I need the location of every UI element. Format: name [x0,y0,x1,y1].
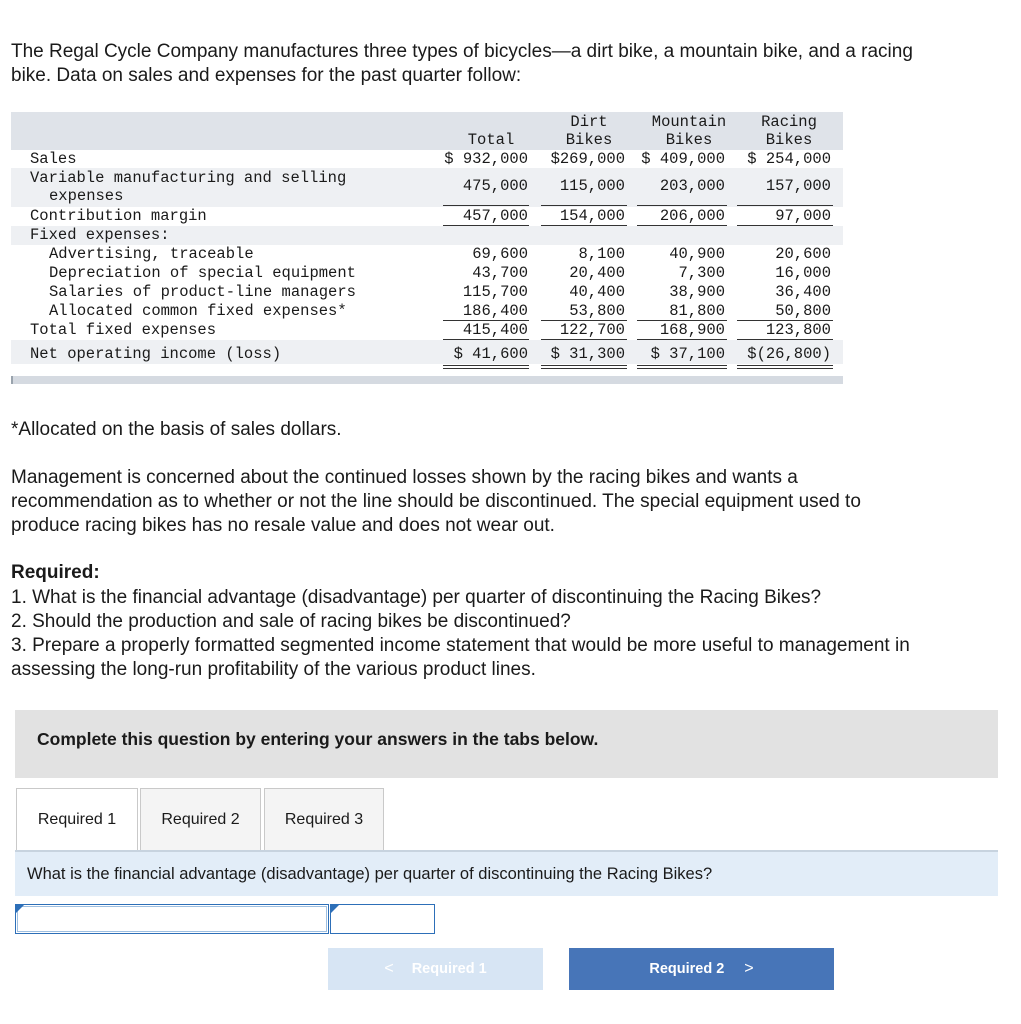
cell-salaries-mountain: 38,900 [669,283,725,301]
double-underline [637,368,727,369]
cell-allocated-mountain: 81,800 [669,302,725,320]
underline [443,339,529,340]
cell-depreciation-mountain: 7,300 [678,264,725,282]
row-label-allocated: Allocated common fixed expenses* [49,302,347,320]
header-mountain-2: Bikes [665,131,713,149]
underline [637,339,727,340]
footnote: *Allocated on the basis of sales dollars. [11,419,342,440]
prev-button[interactable] [328,948,543,990]
cell-net-racing: $(26,800) [747,345,831,363]
underline [541,205,627,206]
answer-label-select[interactable] [15,904,329,934]
cell-allocated-total: 186,400 [462,302,528,320]
cell-sales-total: $ 932,000 [444,150,528,168]
answer-amount-input[interactable] [330,904,435,934]
underline [541,225,627,226]
tab-required-3[interactable]: Required 3 [264,788,384,850]
double-underline [443,365,529,366]
cell-contribution-dirt: 154,000 [559,207,625,225]
header-mountain-1: Mountain [651,113,727,131]
table-scrollbar[interactable] [11,376,843,384]
cell-sales-mountain: $ 409,000 [641,150,725,168]
chevron-right-icon: > [744,960,754,977]
underline [637,205,727,206]
header-dirt-1: Dirt [570,113,608,131]
dropdown-corner-icon [331,905,339,913]
cell-variable-racing: 157,000 [765,177,831,195]
next-button[interactable] [569,948,834,990]
underline [443,205,529,206]
row-label-variable-cont: expenses [49,187,124,205]
tab-required-1[interactable]: Required 1 [16,788,138,850]
cell-contribution-mountain: 206,000 [659,207,725,225]
row-label-net-income: Net operating income (loss) [30,345,282,363]
instructions-text: Complete this question by entering your answers in the tabs below. [37,729,599,749]
header-racing-1: Racing [761,113,817,131]
cell-allocated-dirt: 53,800 [569,302,625,320]
cell-net-total: $ 41,600 [453,345,528,363]
cell-sales-dirt: $269,000 [550,150,625,168]
underline [737,225,833,226]
row-label-depreciation: Depreciation of special equipment [49,264,356,282]
cell-net-mountain: $ 37,100 [650,345,725,363]
question-bar [15,850,998,896]
row-label-contribution: Contribution margin [30,207,207,225]
double-underline [637,365,727,366]
double-underline [737,368,833,369]
prev-button-label: Required 1 [411,961,487,977]
required-list [11,586,1001,682]
cell-variable-dirt: 115,000 [559,177,625,195]
cell-sales-racing: $ 254,000 [747,150,831,168]
cell-salaries-total: 115,700 [462,283,528,301]
cell-advertising-dirt: 8,100 [578,245,625,263]
double-underline [443,368,529,369]
cell-contribution-racing: 97,000 [775,207,831,225]
cell-depreciation-total: 43,700 [472,264,528,282]
required-title: Required: [11,562,100,583]
intro-text [11,40,1001,88]
next-button-label: Required 2 [649,961,725,977]
cell-contribution-total: 457,000 [462,207,528,225]
cell-net-dirt: $ 31,300 [550,345,625,363]
question-text: What is the financial advantage (disadvantage) per quarter of discontinuing the Racing Bikes? [27,865,713,883]
cell-totalfixed-racing: 123,800 [765,321,831,339]
row-label-variable: Variable manufacturing and selling [30,169,347,187]
management-text [11,466,1001,538]
underline [637,225,727,226]
cell-allocated-racing: 50,800 [775,302,831,320]
sales-expenses-table [11,112,843,384]
cell-depreciation-dirt: 20,400 [569,264,625,282]
instructions-banner [15,710,998,778]
intro-line-1: The Regal Cycle Company manufactures three types of bicycles—a dirt bike, a mountain bike, and a racing [11,41,913,62]
row-label-total-fixed: Total fixed expenses [30,321,217,339]
header-total: Total [467,131,515,149]
cell-totalfixed-total: 415,400 [462,321,528,339]
management-line-2: recommendation as to whether or not the line should be discontinued. The special equipment used to [11,491,861,512]
required-item-2: 2. Should the production and sale of racing bikes be discontinued? [11,611,571,632]
double-underline [541,365,627,366]
row-label-fixed-expenses: Fixed expenses: [30,226,170,244]
underline [541,339,627,340]
required-item-3-cont: assessing the long-run profitability of the various product lines. [11,659,536,680]
required-item-3: 3. Prepare a properly formatted segmented income statement that would be more useful to management in [11,635,910,656]
cell-salaries-dirt: 40,400 [569,283,625,301]
management-line-1: Management is concerned about the continued losses shown by the racing bikes and wants a [11,467,798,488]
cell-totalfixed-mountain: 168,900 [659,321,725,339]
cell-totalfixed-dirt: 122,700 [559,321,625,339]
intro-line-2: bike. Data on sales and expenses for the past quarter follow: [11,65,522,86]
dropdown-corner-icon [16,905,24,913]
chevron-left-icon: < [384,960,394,977]
cell-advertising-racing: 20,600 [775,245,831,263]
double-underline [737,365,833,366]
underline [737,205,833,206]
cell-variable-mountain: 203,000 [659,177,725,195]
tab-required-2[interactable]: Required 2 [140,788,261,850]
cell-salaries-racing: 36,400 [775,283,831,301]
cell-advertising-total: 69,600 [472,245,528,263]
underline [737,339,833,340]
row-label-sales: Sales [30,150,77,168]
cell-depreciation-racing: 16,000 [775,264,831,282]
row-label-salaries: Salaries of product-line managers [49,283,356,301]
management-line-3: produce racing bikes has no resale value and does not wear out. [11,515,555,536]
header-dirt-2: Bikes [565,131,613,149]
underline [443,225,529,226]
header-racing-2: Bikes [765,131,813,149]
required-item-1: 1. What is the financial advantage (disadvantage) per quarter of discontinuing the Racing Bikes? [11,587,822,608]
row-label-advertising: Advertising, traceable [49,245,254,263]
double-underline [541,368,627,369]
cell-advertising-mountain: 40,900 [669,245,725,263]
cell-variable-total: 475,000 [462,177,528,195]
